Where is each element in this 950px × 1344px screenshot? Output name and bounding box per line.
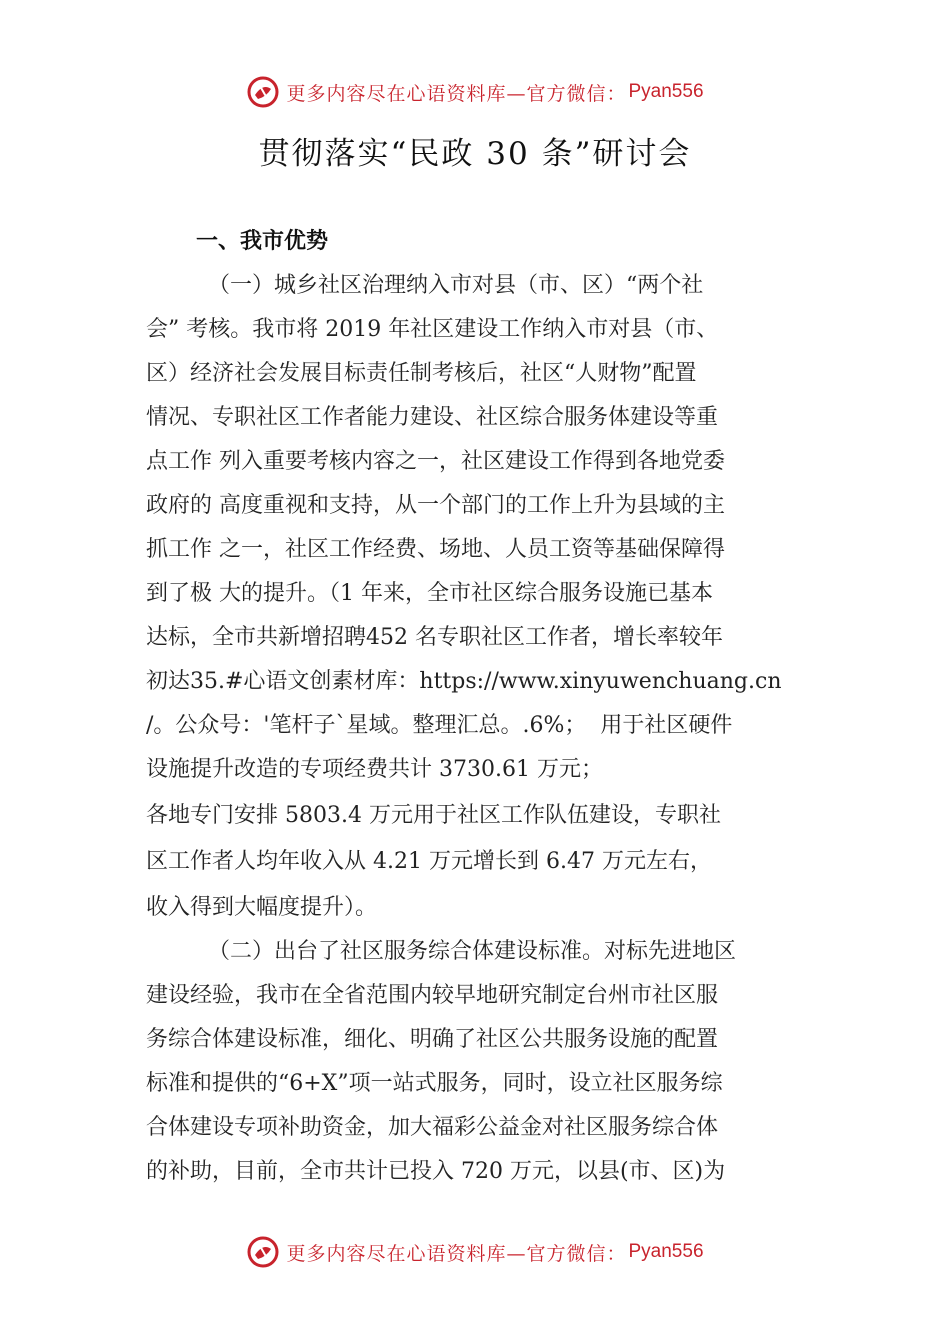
body-line: 各地专门安排 5803.4 万元用于社区工作队伍建设，专职社 <box>146 803 721 828</box>
body-line: 建设经验，我市在全省范围内较早地研究制定台州市社区服 <box>146 983 719 1008</box>
body-line: 情况、专职社区工作者能力建设、社区综合服务体建设等重 <box>146 405 719 430</box>
watermark-wechat: Pyan556 <box>628 1241 704 1262</box>
body-line: 收入得到大幅度提升）。 <box>146 895 378 920</box>
section-heading: 一、我市优势 <box>196 229 329 254</box>
body-line: 设施提升改造的专项经费共计 3730.61 万元； <box>146 757 603 782</box>
body-line: 到了极 大的提升。（1 年来，全市社区综合服务设施已基本 <box>146 581 713 606</box>
watermark-text: 更多内容尽在心语资料库—官方微信： <box>286 1242 627 1265</box>
body-line: （二）出台了社区服务综合体建设标准。对标先进地区 <box>208 939 737 964</box>
watermark-text: 更多内容尽在心语资料库—官方微信： <box>286 82 627 105</box>
body-line: 达标，全市共新增招聘452 名专职社区工作者，增长率较年 <box>146 625 723 650</box>
xinyu-logo-icon <box>246 75 280 109</box>
body-line: 区工作者人均年收入从 4.21 万元增长到 6.47 万元左右， <box>146 849 712 874</box>
body-line: /。公众号：'笔杆子`星域。整理汇总。.6%； 用于社区硬件 <box>146 713 733 738</box>
body-line: 的补助，目前，全市共计已投入 720 万元，以县(市、区)为 <box>146 1159 726 1184</box>
body-line: 合体建设专项补助资金，加大福彩公益金对社区服务综合体 <box>146 1115 719 1140</box>
body-line: 务综合体建设标准，细化、明确了社区公共服务设施的配置 <box>146 1027 719 1052</box>
body-line: （一）城乡社区治理纳入市对县（市、区）“两个社 <box>208 273 704 298</box>
watermark-banner-bottom <box>0 1232 950 1272</box>
body-line: 区）经济社会发展目标责任制考核后，社区“人财物”配置 <box>146 361 697 386</box>
body-line: 点工作 列入重要考核内容之一，社区建设工作得到各地党委 <box>146 449 725 474</box>
body-line: 政府的 高度重视和支持，从一个部门的工作上升为县域的主 <box>146 493 725 518</box>
body-line: 抓工作 之一，社区工作经费、场地、人员工资等基础保障得 <box>146 537 725 562</box>
watermark-wechat: Pyan556 <box>628 81 704 102</box>
watermark-banner-top <box>0 72 950 112</box>
body-line: 标准和提供的“6+X”项一站式服务，同时，设立社区服务综 <box>146 1071 723 1096</box>
body-line: 初达35.#心语文创素材库：https://www.xinyuwenchuang.cn <box>146 669 782 694</box>
xinyu-logo-icon <box>246 1235 280 1269</box>
document-title: 贯彻落实“民政 30 条”研讨会 <box>258 136 692 172</box>
body-line: 会” 考核。我市将 2019 年社区建设工作纳入市对县（市、 <box>146 317 719 342</box>
